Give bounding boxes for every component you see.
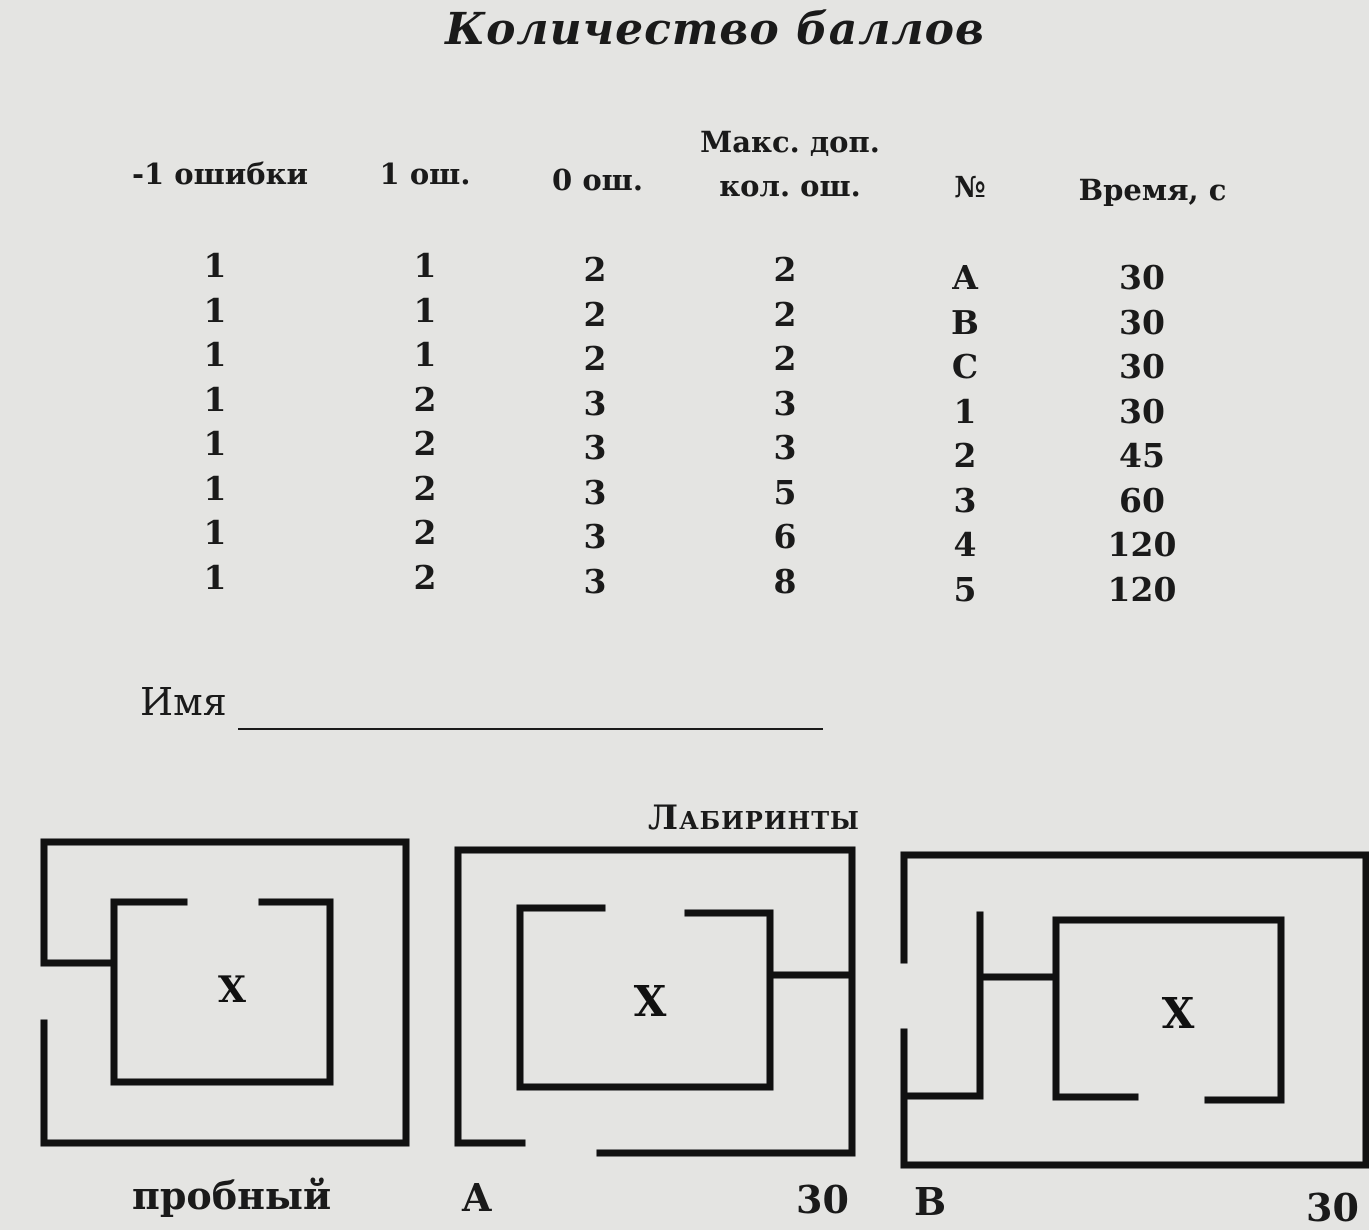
table-cell-max-errors: 3	[773, 428, 797, 467]
table-cell-number: 1	[953, 391, 977, 431]
table-cell-one-error: 1	[413, 335, 437, 374]
table-cell-minus-one-error: 1	[203, 557, 227, 597]
maze-b-label: B	[914, 1179, 947, 1224]
table-cell-minus-one-error: 1	[203, 335, 227, 374]
maze-a-time: 30	[796, 1177, 849, 1222]
col-header-max-errors: Макс. доп. кол. ош.	[700, 125, 880, 203]
table-cell-time: 30	[1119, 258, 1165, 297]
col-header-time: Время, с	[1078, 173, 1227, 207]
col-header-number: №	[954, 170, 986, 204]
table-cell-time: 120	[1107, 525, 1177, 564]
table-cell-one-error: 2	[413, 513, 437, 552]
col-header-minus-one-error: -1 ошибки	[131, 157, 309, 191]
table-cell-max-errors: 6	[773, 517, 797, 556]
table-cell-minus-one-error: 1	[203, 424, 227, 463]
table-cell-time: 30	[1119, 347, 1165, 386]
table-cell-number: 2	[953, 436, 977, 475]
mazes-figure	[0, 820, 1369, 1180]
mazes-title: Лабиринты	[648, 798, 860, 838]
table-cell-minus-one-error: 1	[203, 246, 227, 285]
col-header-one-error: 1 ош.	[379, 157, 471, 191]
table-cell-zero-errors: 2	[583, 294, 607, 334]
table-cell-minus-one-error: 1	[203, 468, 227, 508]
maze-a-label: A	[462, 1175, 492, 1220]
table-cell-zero-errors: 3	[583, 428, 607, 467]
table-cell-time: 45	[1119, 436, 1165, 475]
table-cell-one-error: 2	[413, 424, 437, 463]
table-cell-zero-errors: 2	[583, 339, 607, 378]
table-cell-minus-one-error: 1	[203, 513, 227, 552]
col-header-zero-errors: 0 ош.	[552, 163, 643, 197]
table-cell-max-errors: 3	[773, 383, 797, 423]
table-cell-minus-one-error: 1	[203, 290, 227, 330]
table-cell-one-error: 2	[413, 379, 437, 419]
table-cell-number: B	[951, 302, 979, 342]
maze-a-mark: X	[633, 977, 667, 1026]
maze-b-time: 30	[1306, 1185, 1359, 1230]
table-cell-max-errors: 2	[773, 339, 797, 378]
table-cell-zero-errors: 3	[583, 517, 607, 556]
table-cell-number: C	[951, 347, 979, 386]
table-cell-max-errors: 2	[773, 250, 797, 289]
table-cell-max-errors: 5	[773, 472, 797, 512]
table-cell-zero-errors: 3	[583, 383, 607, 423]
name-label: Имя	[140, 680, 227, 724]
maze-trial-label: пробный	[132, 1173, 332, 1218]
table-cell-one-error: 2	[413, 468, 437, 508]
table-cell-number: 4	[953, 525, 977, 564]
maze-b-mark: X	[1161, 989, 1195, 1038]
table-cell-max-errors: 2	[773, 294, 797, 334]
table-cell-one-error: 2	[413, 557, 437, 597]
table-cell-time: 120	[1107, 569, 1177, 609]
table-cell-one-error: 1	[413, 246, 437, 285]
table-cell-number: 3	[953, 480, 977, 520]
table-cell-minus-one-error: 1	[203, 379, 227, 419]
table-cell-time: 30	[1119, 302, 1165, 342]
name-input-line[interactable]	[238, 728, 823, 730]
table-cell-time: 30	[1119, 391, 1165, 431]
table-cell-zero-errors: 3	[583, 472, 607, 512]
maze-trial-mark: X	[218, 969, 246, 1011]
table-cell-one-error: 1	[413, 290, 437, 330]
maze-b	[904, 855, 1366, 1165]
table-cell-number: 5	[953, 569, 977, 609]
table-cell-zero-errors: 2	[583, 250, 607, 289]
table-cell-number: A	[952, 258, 978, 297]
page-title: Количество баллов	[445, 4, 985, 55]
table-cell-time: 60	[1119, 480, 1165, 520]
table-cell-max-errors: 8	[773, 561, 797, 601]
table-cell-zero-errors: 3	[583, 561, 607, 601]
